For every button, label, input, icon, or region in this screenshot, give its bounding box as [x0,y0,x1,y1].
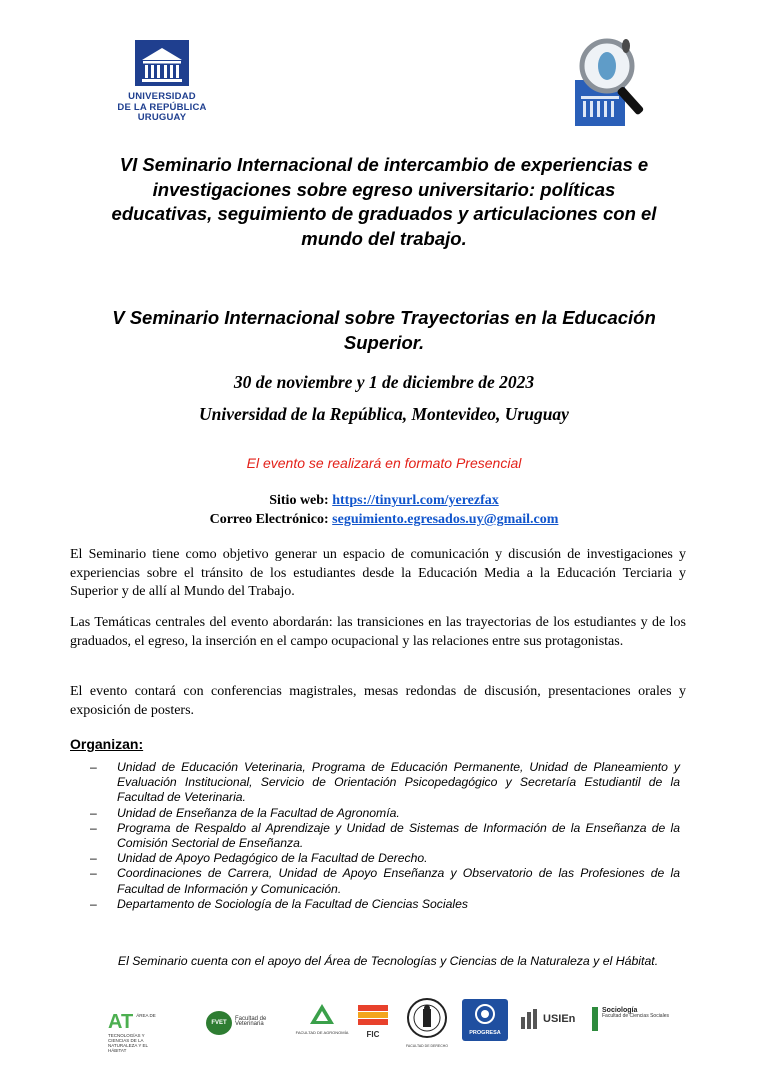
fvet-logo-caption: Facultad de Veterinaria [235,1016,267,1027]
organizer-text: Programa de Respaldo al Aprendizaje y Unidad de Sistemas de Información de la Enseñanza de la Comisión Sectorial de Enseñanza. [117,820,680,851]
organizer-text: Unidad de Apoyo Pedagógico de la Facultad de Derecho. [117,851,428,866]
agronomia-logo [294,1003,350,1035]
list-item [90,760,680,806]
sociologia-logo-mark: Sociología [602,1007,638,1014]
area-logo-mark: AT [108,1011,134,1033]
dash-bullet: – [90,805,97,820]
sociologia-bar-icon [592,1007,598,1031]
event-date: 30 de noviembre y 1 de diciembre de 2023 [233,372,535,392]
objective-paragraph: El Seminario tiene como objetivo generar un espacio de comunicación y discusión de investigaciones y experiencias sobre el tránsito de los estudiantes desde la Educación Media a la Educación Terciaria y Superior y de allí al Mundo del Trabajo. [70,547,686,599]
list-item [90,866,680,896]
activities-paragraph: El evento contará con conferencias magistrales, mesas redondas de discusión, presentaciones orales y exposición de posters. [70,684,686,718]
progresa-circle-icon [474,1003,496,1025]
website-link[interactable]: https://tinyurl.com/yerezfax [332,493,499,508]
list-item [90,851,680,866]
event-place: Universidad de la República, Montevideo, Uruguay [199,404,569,424]
usien-bars-icon [520,1009,540,1029]
themes-paragraph: Las Temáticas centrales del evento abordarán: las transiciones en las trayectorias de los estudiantes y de los graduados, el egreso, la inserción en el campo ocupacional y las relaciones entre sus protagonistas. [70,615,686,649]
dash-bullet: – [90,866,97,881]
progresa-logo [462,999,508,1041]
organizers-heading: Organizan: [70,736,144,752]
organizers-list [90,760,680,912]
university-logo-line: UNIVERSIDAD [128,91,196,102]
sociologia-logo-caption: Facultad de Ciencias Sociales [602,1013,669,1019]
email-link[interactable]: seguimiento.egresados.uy@gmail.com [332,512,559,527]
fvet-logo [206,1011,288,1035]
university-logo [112,40,212,124]
area-logo [108,1011,200,1053]
agronomia-triangle-icon [309,1003,335,1025]
website-label: Sitio web: [269,493,333,508]
second-title: V Seminario Internacional sobre Trayectorias en la Educación Superior. [112,307,656,353]
footer-logos [100,995,680,1053]
university-building-icon [133,40,191,88]
derecho-logo [400,997,454,1049]
area-logo-caption: ÁREA DE TECNOLOGÍAS Y CIENCIAS DE LA NATURALEZA Y EL HÁBITAT [108,1013,156,1053]
usien-logo [520,1009,582,1029]
fic-stripes-icon [358,1005,388,1025]
dash-bullet: – [90,896,97,911]
organizer-text: Coordinaciones de Carrera, Unidad de Apoyo Enseñanza y Observatorio de las Profesiones de la Facultad de Información y Comunicación. [117,866,680,896]
event-format: El evento se realizará en formato Presencial [246,455,522,471]
list-item [90,821,680,851]
website-line [100,491,668,510]
list-item [90,806,680,821]
organizer-text: Unidad de Enseñanza de la Facultad de Agronomía. [117,805,400,820]
magnifier-over-building-icon [563,32,663,132]
dash-bullet: – [90,820,97,835]
university-logo-line: DE LA REPÚBLICA [117,101,207,113]
contact-block [100,491,668,529]
fvet-logo-mark: FVET [206,1011,232,1035]
organizer-text: Departamento de Sociología de la Facultad de Ciencias Sociales [117,896,468,911]
fic-logo-mark: FIC [366,1030,380,1039]
sociologia-logo [592,1007,678,1031]
support-note: El Seminario cuenta con el apoyo del Área de Tecnologías y Ciencias de la Naturaleza y el Hábitat. [117,954,659,968]
derecho-logo-caption: FACULTAD DE DERECHO [405,1044,449,1048]
agronomia-logo-caption: FACULTAD DE AGRONOMÍA [295,1030,349,1035]
email-line [100,510,668,529]
dash-bullet: – [90,760,97,774]
email-label: Correo Electrónico: [209,512,333,527]
organizer-text: Unidad de Educación Veterinaria, Programa de Educación Permanente, Unidad de Planeamiento y Evaluación Institucional, Servicio de Orientación Psicopedagógico y Secretaría Estudiantil de la Facultad de Veterinaria. [117,760,680,805]
progresa-logo-mark: PROGRESA [469,1030,501,1036]
fic-logo [356,1005,390,1039]
university-logo-line: URUGUAY [137,112,187,123]
usien-logo-mark: USIEn [543,1013,576,1025]
list-item [90,897,680,912]
main-title: VI Seminario Internacional de intercambio de experiencias e investigaciones sobre egreso universitario: políticas educativas, seguimiento de graduados y articulaciones con el mundo del trabajo. [111,154,657,249]
dash-bullet: – [90,851,97,866]
derecho-seal-icon [405,997,449,1039]
